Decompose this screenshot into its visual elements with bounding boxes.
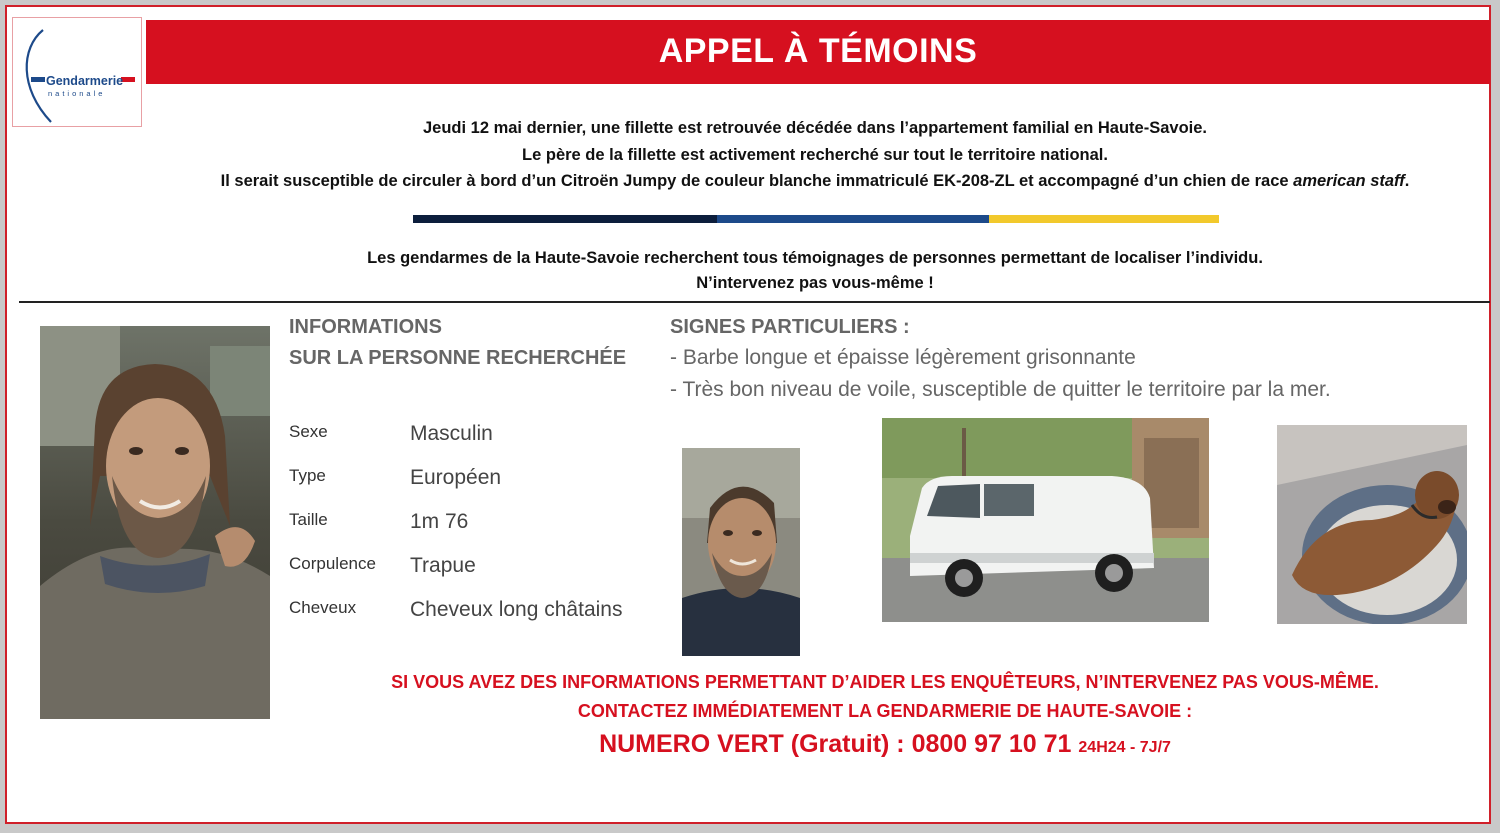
info-label-taille: Taille — [289, 510, 328, 529]
selfie-photo — [682, 448, 800, 656]
intro-line-3-end: . — [1404, 172, 1410, 190]
tricolor-yellow — [989, 215, 1219, 223]
info-heading-line-2: SUR LA PERSONNE RECHERCHÉE — [289, 347, 627, 369]
signs-heading: SIGNES PARTICULIERS : — [670, 316, 910, 338]
contact-warning: SI VOUS AVEZ DES INFORMATIONS PERMETTANT D’AIDER LES ENQUÊTEURS, N’INTERVENEZ PAS VOUS-MÊME. — [391, 672, 1379, 692]
sign-item-beard: - Barbe longue et épaisse légèrement grisonnante — [670, 346, 1136, 369]
info-value-type: Européen — [410, 466, 502, 489]
info-value-corpulence: Trapue — [410, 554, 476, 577]
phone-hours: 24H24 - 7J/7 — [1078, 739, 1171, 756]
info-heading-line-1: INFORMATIONS — [289, 316, 442, 338]
intro-dog-breed: american staff — [1293, 172, 1405, 190]
contact-phone-line — [290, 730, 1480, 759]
info-label-cheveux: Cheveux — [289, 598, 357, 617]
info-value-cheveux: Cheveux long châtains — [410, 598, 623, 621]
phone-number[interactable]: NUMERO VERT (Gratuit) : 0800 97 10 71 — [599, 730, 1072, 758]
dog-photo — [1277, 425, 1467, 624]
info-label-sexe: Sexe — [289, 422, 328, 441]
gendarmerie-logo — [12, 17, 142, 127]
section-divider — [19, 301, 1490, 303]
info-label-corpulence: Corpulence — [289, 554, 376, 573]
title-banner — [146, 20, 1490, 84]
info-value-taille: 1m 76 — [410, 510, 469, 533]
van-photo — [882, 418, 1209, 622]
logo-text-gendarmerie: Gendarmerie — [46, 74, 124, 88]
intro-line-3-main: Il serait susceptible de circuler à bord d’un Citroën Jumpy de couleur blanche immatriculé EK-208-ZL et accompagné d’un chien de race — [220, 172, 1294, 190]
sign-item-sailing: - Très bon niveau de voile, susceptible de quitter le territoire par la mer. — [670, 378, 1331, 401]
intro-line-2: Le père de la fillette est activement recherché sur tout le territoire national. — [522, 146, 1108, 164]
page-title: APPEL À TÉMOINS — [658, 32, 978, 70]
call-line-2: N’intervenez pas vous-même ! — [696, 274, 934, 292]
tricolor-navy — [413, 215, 717, 223]
tricolor-blue — [717, 215, 989, 223]
portrait-photo — [40, 326, 270, 719]
contact-instruction: CONTACTEZ IMMÉDIATEMENT LA GENDARMERIE DE HAUTE-SAVOIE : — [577, 701, 1193, 721]
info-value-sexe: Masculin — [410, 422, 493, 445]
info-label-type: Type — [289, 466, 326, 485]
call-line-1: Les gendarmes de la Haute-Savoie recherchent tous témoignages de personnes permettant de localiser l’individu. — [367, 249, 1263, 267]
intro-line-1: Jeudi 12 mai dernier, une fillette est retrouvée décédée dans l’appartement familial en Haute-Savoie. — [422, 119, 1208, 137]
logo-text-nationale: nationale — [48, 89, 106, 98]
intro-line-3 — [100, 172, 1500, 191]
